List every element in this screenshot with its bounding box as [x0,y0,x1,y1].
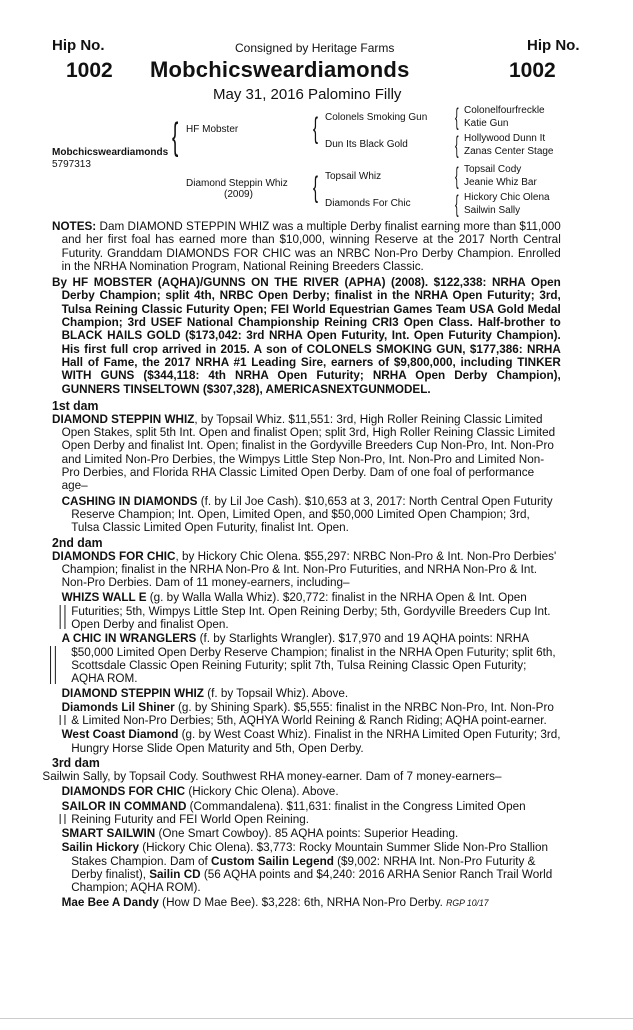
pedigree-sire-sire: Colonels Smoking Gun [325,112,428,123]
notes [52,220,561,273]
produce-name: WHIZS WALL E [61,590,147,605]
first-dam-name: DIAMOND STEPPIN WHIZ [52,411,195,426]
produce-entry [62,800,561,827]
first-dam-text: , by Topsail Whiz. $11,551: 3rd, High Roller Reining Classic Limited Open Stakes, split 5th Int. Open and finalist Open; split 3rd, High Roller Reining Classic Limited Open Derby and finalist Int. Open; finalist in the Gordyville Breeders Cup Non-Pro, Int. Non-Pro and Limited Non-Pro Derbies, the Wimpys Little Step Non-Pro, Int. Non-Pro and Limited Non-Pro Derbies, and Florida RHA Classic Limited Open Derby. Dam of one foal of performance age– [61,411,556,493]
pedigree-ss-sire: Colonelfourfreckle [464,105,545,116]
brace-main: { [172,116,179,158]
produce-entry [62,785,561,798]
produce-name: SAILOR IN COMMAND [61,798,187,813]
produce-name: DIAMONDS FOR CHIC [61,784,186,799]
produce-entry [52,632,561,685]
pedigree-sire: HF Mobster [186,124,239,135]
hip-number-right: 1002 [509,59,556,82]
pedigree-dam-dam: Diamonds For Chic [325,198,411,209]
produce-text: ($9,002: NRHA Int. Non-Pro Futurity & Derby finalist), [71,853,536,882]
pedigree-dam-sire: Topsail Whiz [325,171,382,182]
produce-name: DIAMOND STEPPIN WHIZ [61,685,204,700]
pedigree-dd-sire: Hickory Chic Olena [464,192,550,203]
pedigree-sire-dam: Dun Its Black Gold [325,139,408,150]
pedigree-ds-dam: Jeanie Whiz Bar [464,177,537,188]
third-dam-entry: Sailwin Sally, by Topsail Cody. Southwest RHA money-earner. Dam of 7 money-earners– [42,768,502,783]
produce-grandoffspring-name: Custom Sailin Legend [211,853,334,868]
produce-text: (Commandalena). $11,631: finalist in the Congress Limited Open Reining Futurity and FEI World Open Reining. [71,798,526,826]
produce-grandoffspring-name: Sailin CD [149,867,201,882]
horse-name: Mobchicsweardiamonds [150,57,410,82]
first-dam-heading: 1st dam [52,397,99,413]
hip-number-left: 1002 [66,59,113,82]
brace-ds: { [455,163,459,190]
produce-text: (One Smart Cowboy). 85 AQHA points: Superior Heading. [155,826,459,841]
pedigree-dam: Diamond Steppin Whiz [186,178,288,189]
catalog-body [42,219,561,911]
second-dam-entry [52,550,561,590]
produce-text: (Hickory Chic Olena). $3,773: Rocky Mountain Summer Slide Non-Pro Stallion Stakes Champion. Dam of [71,840,549,868]
consignor: Consigned by Heritage Farms [235,41,395,55]
produce-name: SMART SAILWIN [61,826,156,841]
produce-text: (f. by Topsail Whiz). Above. [203,685,349,700]
sire-paragraph: By HF MOBSTER (AQHA)/GUNNS ON THE RIVER (APHA) (2008). $122,338: NRHA Open Derby Champion; split 4th, NRBC Open Derby; finalist in the NRHA Open Futurity; 3rd, Tulsa Reining Classic Futurity Open; FEI World Equestrian Games Team USA Gold Medal Champion; 3rd USEF National Championship Reining CRI3 Open Class. Half-brother to BLACK HAILS GOLD ($173,042: 3rd NRHA Open Futurity, Int. Open Futurity Champion). His first full crop arrived in 2015. A son of COLONELS SMOKING GUN, $177,386: NRHA Hall of Fame, the 2017 NRHA #1 Leading Sire, earners of $9,800,000, including TINKER WITH GUNS ($344,118: 4th NRHA Open Futurity; NRHA Open Derby Champion), GUNNERS TINSELTOWN ($307,328), AMERICASNEXTGUNMODEL. [52,275,561,396]
pedigree-ds-sire: Topsail Cody [464,164,522,175]
produce-entry [62,591,561,631]
produce-entry [62,701,561,728]
page-bottom-divider [0,1018,633,1019]
second-dam-heading: 2nd dam [52,534,103,550]
brace-sd: { [455,132,459,159]
foaling-info: May 31, 2016 Palomino Filly [213,86,402,103]
brace-ss: { [455,104,459,131]
produce-text: (Hickory Chic Olena). Above. [185,784,339,799]
produce-name: CASHING IN DIAMONDS [61,493,198,508]
pedigree-sd-dam: Zanas Center Stage [464,146,554,157]
brace-dd: { [455,191,459,218]
produce-entry [62,827,561,840]
produce-entry [62,841,561,894]
produce-name: Mae Bee A Dandy [61,894,159,909]
produce-text: (f. by Starlights Wrangler). $17,970 and 19 AQHA points: NRHA $50,000 Limited Open Derby Reserve Champion; finalist in the NRHA Open Futurity; split 6th, Scottsdale Classic Open Reining Futurity; split 7th, Tulsa Reining Classic Open Futurity; AQHA ROM. [71,631,556,686]
pedigree-sd-sire: Hollywood Dunn It [464,133,546,144]
notes-text: Dam DIAMOND STEPPIN WHIZ was a multiple Derby finalist earning more than $11,000 and her first foal has earned more than $10,000, winning Reserve at the 2017 North Central Futurity. Granddam DIAMONDS FOR CHIC was an NRBC Non-Pro Derby Champion. Enrolled in the NRHA Nomination Program, National Reining Breeders Classic. [61,219,561,273]
brace-dam: { [313,171,319,204]
hip-label-left: Hip No. [52,37,105,54]
third-dam-heading: 3rd dam [52,754,100,770]
notes-label: NOTES: [52,219,97,233]
produce-name: West Coast Diamond [61,727,179,742]
produce-text: (g. by Walla Walla Whiz). $20,772: finalist in the NRHA Open & Int. Open Futurities; 5th, Wimpys Little Step Int. Open Reining Derby; 5th, Gordyville Breeders Cup Int. Open Derby and finalist Open. [71,590,551,632]
produce-name: A CHIC IN WRANGLERS [61,631,197,646]
second-dam-text: , by Hickory Chic Olena. $55,297: NRBC Non-Pro & Int. Non-Pro Derbies' Champion; finalist in the NRHA Non-Pro & Int. Non-Pro Futurities, and NRHA Non-Pro & Int. Non-Pro Derbies. Dam of 11 money-earners, including– [61,548,557,590]
brace-sire: { [313,112,319,145]
produce-name: Diamonds Lil Shiner [61,699,175,714]
pedigree-horse: Mobchicsweardiamonds [52,147,169,158]
hip-label-right: Hip No. [527,37,580,54]
produce-entry [62,728,561,755]
pedigree-dd-dam: Sailwin Sally [464,205,521,216]
pedigree-dam-year: (2009) [224,189,253,200]
produce-text: (g. by Shining Spark). $5,555: finalist in the NRBC Non-Pro, Int. Non-Pro & Limited Non-Pro Derbies; 5th, AQHYA World Reining & Ranch Riding; AQHA point-earner. [71,699,554,728]
produce-text: (f. by Lil Joe Cash). $10,653 at 3, 2017: North Central Open Futurity Reserve Champion; Int. Open, Limited Open, and $50,000 Limited Open Champion; 3rd, Tulsa Classic Limited Open Futurity, finalist Int. Open. [71,493,553,535]
produce-text: (How D Mae Bee). $3,228: 6th, NRHA Non-Pro Derby. [158,894,443,909]
produce-entry [62,495,561,535]
produce-name: Sailin Hickory [61,840,139,855]
registration-number: 5797313 [52,159,91,170]
footer-code: RGP 10/17 [446,897,489,908]
produce-entry [62,687,561,700]
produce-entry [62,896,561,910]
second-dam-name: DIAMONDS FOR CHIC [52,548,176,563]
produce-text: (g. by West Coast Whiz). Finalist in the NRHA Limited Open Futurity; 3rd, Hungry Horse Slide Open Maturity and 5th, Open Derby. [71,727,561,755]
pedigree-ss-dam: Katie Gun [464,118,509,129]
first-dam-entry [52,413,561,493]
produce-text: (56 AQHA points and $4,240: 2016 ARHA Senior Ranch Trail World Champion; AQHA ROM). [71,867,553,895]
